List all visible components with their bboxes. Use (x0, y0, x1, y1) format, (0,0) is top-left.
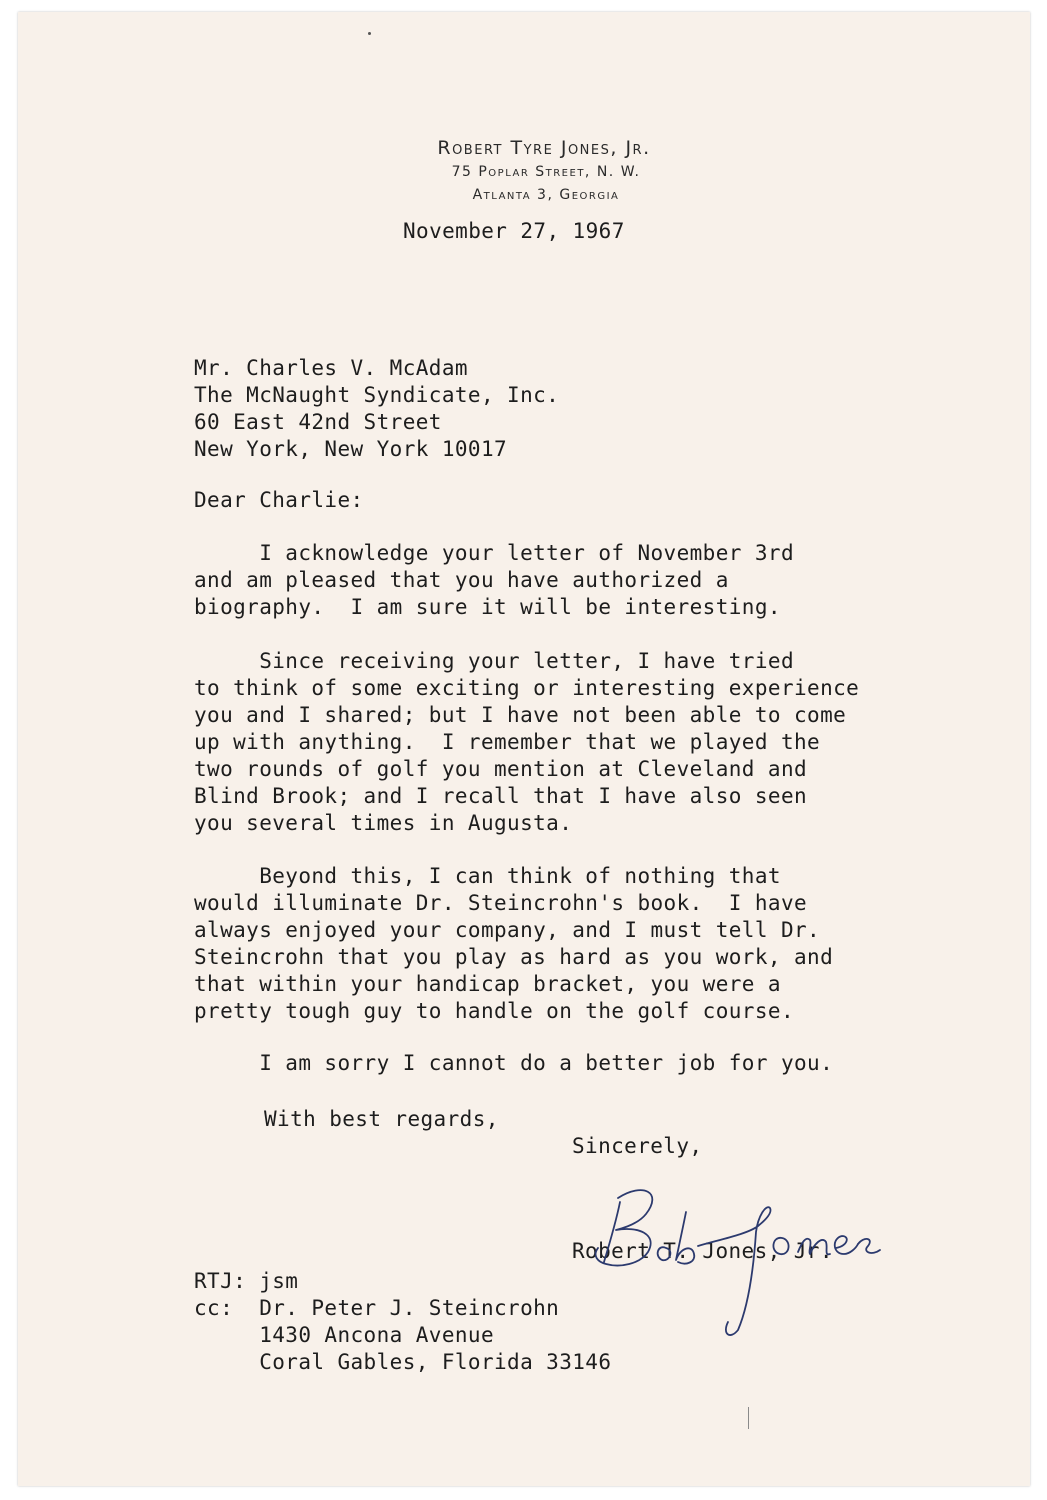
cc-street: 1430 Ancona Avenue (194, 1323, 494, 1347)
recipient-address (194, 355, 559, 463)
letter-date: November 27, 1967 (403, 219, 625, 243)
body-paragraph-2: Since receiving your letter, I have tried to think of some exciting or interesting experience you and I shared; but I have not been able to come up with anything. I remember that we played the two rounds of golf you mention at Cleveland and Blind Brook; and I recall that I have also seen you several times in Augusta. (194, 649, 860, 835)
letterhead-street: 75 Poplar Street, N. W. (451, 164, 641, 180)
cc-city: Coral Gables, Florida 33146 (194, 1350, 612, 1374)
cc-block (194, 1295, 611, 1376)
cc-recipient: cc: Dr. Peter J. Steincrohn (194, 1296, 560, 1320)
handwritten-signature (558, 1152, 918, 1342)
letter-page (18, 12, 1030, 1486)
body-paragraph-1: I acknowledge your letter of November 3rd and am pleased that you have authorized a biography. I am sure it will be interesting. (194, 541, 794, 619)
signer-name: Robert T. Jones, Jr. (572, 1239, 833, 1263)
recipient-street: 60 East 42nd Street (194, 410, 442, 434)
recipient-name: Mr. Charles V. McAdam (194, 356, 468, 380)
recipient-city: New York, New York 10017 (194, 437, 508, 461)
closing-line: Sincerely, (572, 1134, 703, 1158)
typist-initials: RTJ: jsm (194, 1269, 299, 1293)
body-paragraph-4: I am sorry I cannot do a better job for you. (194, 1051, 834, 1075)
regards-line: With best regards, (264, 1107, 499, 1131)
recipient-company: The McNaught Syndicate, Inc. (194, 383, 560, 407)
paper-speck (368, 32, 371, 35)
salutation: Dear Charlie: (194, 488, 364, 512)
letterhead-name: Robert Tyre Jones, Jr. (437, 137, 651, 159)
letterhead-city: Atlanta 3, Georgia (472, 187, 620, 203)
body-paragraph-3: Beyond this, I can think of nothing that would illuminate Dr. Steincrohn's book. I have always enjoyed your company, and I must tell Dr. Steincrohn that you play as hard as you work, and that within your handicap bracket, you were a pretty tough guy to handle on the golf course. (194, 864, 834, 1023)
paper-mark (748, 1407, 749, 1429)
